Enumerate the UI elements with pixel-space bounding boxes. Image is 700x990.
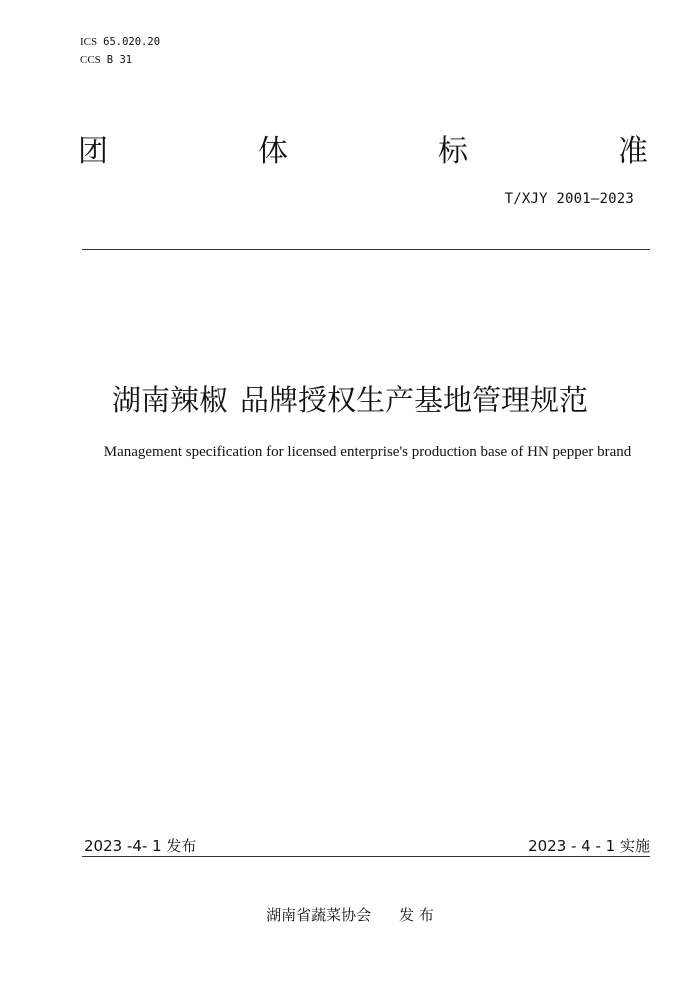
ics-code: 65.020.20 <box>103 36 161 48</box>
bottom-divider <box>82 856 650 857</box>
standard-type-char: 准 <box>618 134 648 169</box>
ccs-label: CCS <box>80 54 101 66</box>
issue-date: 2023 -4- 1 发布 <box>84 837 197 855</box>
ics-label: ICS <box>80 36 98 48</box>
publisher-action: 发 布 <box>399 906 434 924</box>
title-english: Management specification for licensed enterprise's production base of HN pepper brand <box>103 444 632 460</box>
standard-type-char: 标 <box>438 134 468 169</box>
standard-type-char: 体 <box>258 134 288 169</box>
title-chinese <box>0 380 700 420</box>
ccs-code: B 31 <box>106 54 133 66</box>
title-chinese-part1: 湖南辣椒 <box>111 383 228 417</box>
standard-type <box>78 132 648 172</box>
standard-type-char: 团 <box>78 134 108 169</box>
title-chinese-part2: 品牌授权生产基地管理规范 <box>240 383 589 417</box>
ics-line <box>80 36 160 48</box>
ccs-line <box>80 54 132 66</box>
standard-code: T/XJY 2001—2023 <box>504 191 634 207</box>
publisher-name: 湖南省蔬菜协会 <box>266 906 372 924</box>
implement-date: 2023 - 4 - 1 实施 <box>528 837 650 855</box>
publisher-line <box>0 904 700 925</box>
top-divider <box>82 249 650 250</box>
